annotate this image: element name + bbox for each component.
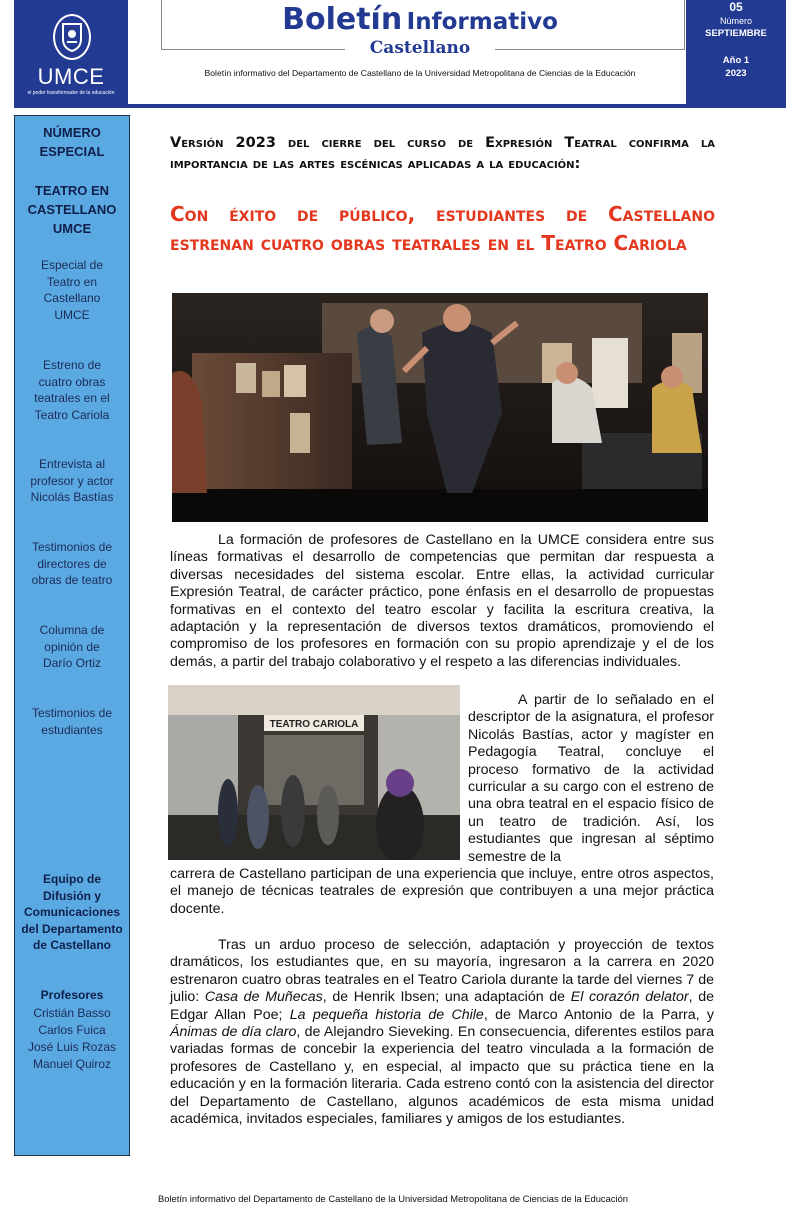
paragraph-text: , de Alejandro Sieveking. En consecuencia, diferentes estilos para variadas formas de concebir la experiencia del teatro vinculada a la formación de profesores de Castellano y, en especial, al impacto que su práctica tiene en la educación y en la formación literaria. Cada estreno contó con la asistencia del director del Departamento de Castellano, algunos académicos de esta misma unidad académica, invitados especiales, familiares y amigos de los estudiantes. xyxy=(170,1024,714,1128)
university-seal-icon xyxy=(53,14,91,60)
article-paragraph-3 xyxy=(170,937,714,1128)
paragraph-text: A partir de lo señalado en el descriptor de la asignatura, el profesor Nicolás Bastías, actor y magíster en Pedagogía Teatral, concluye el proceso formativo de la actividad curricular a su cargo con el estreno de una obra teatral en el espacio físico de un teatro de tradición. Así, los estudiantes que ingresan al séptimo semestre de la xyxy=(468,692,714,865)
sidebar-item-testimonios-estudiantes[interactable]: Testimonios de estudiantes xyxy=(31,706,113,737)
paragraph-text: , de Marco Antonio de la Parra, y xyxy=(483,1006,714,1023)
sidebar-team: Equipo de Difusión y Comunicaciones del Departamento de Castellano xyxy=(21,872,123,953)
sidebar-item-testimonios-directores[interactable]: Testimonios de directores de obras de teatro xyxy=(31,540,113,588)
issue-label: Número xyxy=(719,16,752,26)
masthead-title xyxy=(155,2,685,37)
issue-year-label: Año 1 xyxy=(722,55,750,66)
article-paragraph-2: carrera de Castellano participan de una experiencia que incluye, entre otros aspectos, el manejo de técnicas teatrales de expresión que contribuyen a una mejor práctica docente. xyxy=(170,866,714,917)
page-footer: Boletín informativo del Departamento de Castellano de la Universidad Metropolitana de Ciencias de la Educación xyxy=(157,1193,629,1204)
theatre-entrance-photo xyxy=(168,685,460,860)
logo-motto: el poder transformador de la educación xyxy=(27,90,115,96)
masthead-subtitle: Castellano xyxy=(345,38,495,58)
work-title: El corazón delator xyxy=(570,989,689,1006)
masthead-title-word2: Informativo xyxy=(406,9,558,35)
sidebar-item-estreno[interactable]: Estreno de cuatro obras teatrales en el Teatro Cariola xyxy=(34,358,110,423)
article-headline: Con éxito de público, estudiantes de Castellano estrenan cuatro obras teatrales en el Teatro Cariola xyxy=(170,202,715,255)
sidebar-professors xyxy=(15,1005,129,1073)
sidebar-heading-special: NÚMERO ESPECIAL xyxy=(39,125,105,159)
issue-year: 2023 xyxy=(725,68,747,79)
sidebar-professors-heading: Profesores xyxy=(40,988,104,1002)
work-title: La pequeña historia de Chile xyxy=(289,1006,484,1023)
article-kicker: Versión 2023 del cierre del curso de Expresión Teatral confirma la importancia de las artes escénicas aplicadas a la educación: xyxy=(170,135,715,172)
sidebar-item-entrevista[interactable]: Entrevista al profesor y actor Nicolás Bastías xyxy=(30,457,114,505)
sidebar-item-columna[interactable]: Columna de opinión de Darío Ortiz xyxy=(39,623,105,671)
theatre-stage-photo xyxy=(172,293,708,522)
paragraph-text: La formación de profesores de Castellano en la UMCE considera entre sus líneas formativas el desarrollo de competencias que permitan dar respuesta a diversas necesidades del sistema escolar. Entre ellas, la actividad curricular Expresión Teatral, de carácter práctico, pone énfasis en el desarrollo de propuestas formativas en el contexto del teatro escolar y facilita la escritura creativa, la adaptación y la representación de diversos textos dramáticos, promoviendo el compromiso de los profesores en formación con su propio aprendizaje y el de los demás, a partir del trabajo colaborativo y el respeto a las diferencias individuales. xyxy=(170,532,714,670)
issue-info xyxy=(686,0,786,104)
masthead-title-word1: Boletín xyxy=(282,2,403,37)
header-divider xyxy=(14,104,786,108)
logo-text: UMCE xyxy=(37,64,105,89)
professor-name: Carlos Fuica xyxy=(38,1023,106,1037)
sidebar xyxy=(14,115,130,1156)
professor-name: Cristián Basso xyxy=(33,1006,111,1020)
professor-name: José Luis Rozas xyxy=(27,1040,117,1054)
article-paragraph-2-wrap xyxy=(468,692,714,866)
paragraph-text: , de Henrik Ibsen; una adaptación de xyxy=(322,989,571,1006)
issue-month: SEPTIEMBRE xyxy=(705,28,767,39)
masthead xyxy=(155,0,685,104)
article-paragraph-1 xyxy=(170,532,714,671)
header-logo-block xyxy=(14,0,128,104)
theatre-sign: TEATRO CARIOLA xyxy=(269,719,359,730)
masthead-description: Boletín informativo del Departamento de Castellano de la Universidad Metropolitana de Ciencias de la Educación xyxy=(204,68,636,78)
work-title: Casa de Muñecas xyxy=(204,989,323,1006)
issue-number: 05 xyxy=(729,0,743,14)
paragraph-text: , de Edgar Allan Poe; xyxy=(170,989,714,1023)
professor-name: Manuel Quiroz xyxy=(32,1057,112,1071)
paragraph-text: Tras un arduo proceso de selección, adaptación y proyección de textos dramáticos, los estudiantes que, en su mayoría, ingresaron a la carrera en 2020 estrenaron cuatro obras teatrales en el Teatro Cariola durante la tarde del viernes 7 de julio: xyxy=(170,937,714,1006)
sidebar-item-especial[interactable]: Especial de Teatro en Castellano UMCE xyxy=(40,258,104,323)
work-title: Ánimas de día claro xyxy=(170,1024,297,1041)
sidebar-heading-theatre: TEATRO EN CASTELLANO UMCE xyxy=(27,183,117,236)
